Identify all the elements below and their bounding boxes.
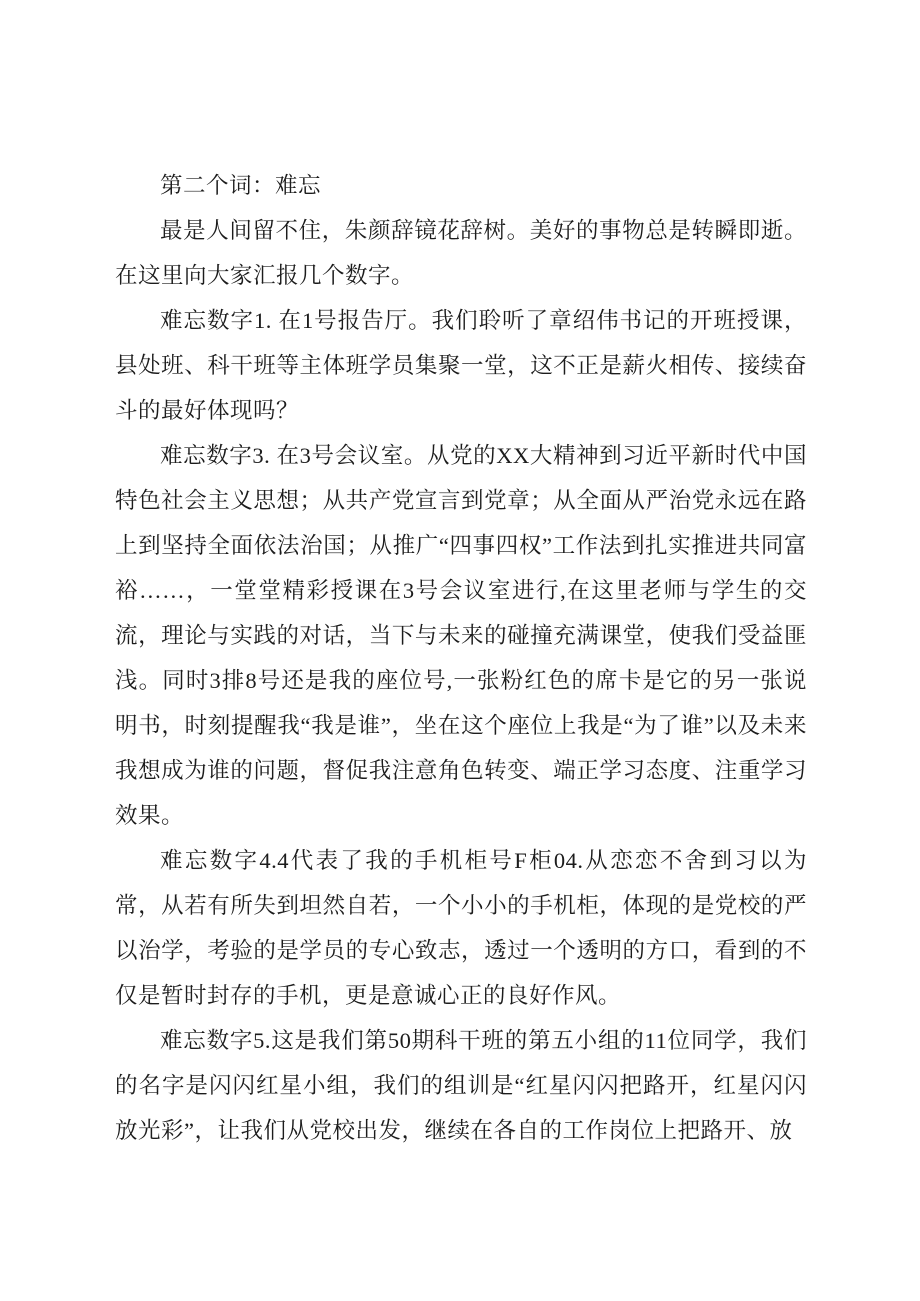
paragraph: 第二个词：难忘 bbox=[160, 173, 322, 198]
paragraph: 难忘数字3. 在3号会议室。从党的XX大精神到习近平新时代中国特色社会主义思想；从共产党宣言到党章；从全面从严治党永远在路上到坚持全面依法治国；从推广“四事四权”工作法到扎实推进共同富裕……，一堂堂精彩授课在3号会议室进行,在这里老师与学生的交流，理论与实践的对话，当下与未来的碰撞充满课堂，使我们受益匪浅。同时3排8号还是我的座位号,一张粉红色的席卡是它的另一张说明书，时刻提醒我“我是谁”，坐在这个座位上我是“为了谁”以及未来我想成为谁的问题，督促我注意角色转变、端正学习态度、注重学习效果。 bbox=[115, 443, 807, 828]
paragraph: 最是人间留不住，朱颜辞镜花辞树。美好的事物总是转瞬即逝。在这里向大家汇报几个数字。 bbox=[115, 218, 807, 288]
paragraph: 难忘数字4.4代表了我的手机柜号F柜04.从恋恋不舍到习以为常，从若有所失到坦然自若，一个小小的手机柜，体现的是党校的严以治学，考验的是学员的专心致志，透过一个透明的方口，看到的不仅是暂时封存的手机，更是意诚心正的良好作风。 bbox=[115, 848, 807, 1008]
paragraph: 难忘数字5.这是我们第50期科干班的第五小组的11位同学，我们的名字是闪闪红星小组，我们的组训是“红星闪闪把路开，红星闪闪放光彩”，让我们从党校出发，继续在各自的工作岗位上把路开、放 bbox=[115, 1028, 807, 1143]
paragraph: 难忘数字1. 在1号报告厅。我们聆听了章绍伟书记的开班授课，县处班、科干班等主体班学员集聚一堂，这不正是薪火相传、接续奋斗的最好体现吗？ bbox=[115, 308, 807, 423]
document-body bbox=[115, 163, 807, 1153]
